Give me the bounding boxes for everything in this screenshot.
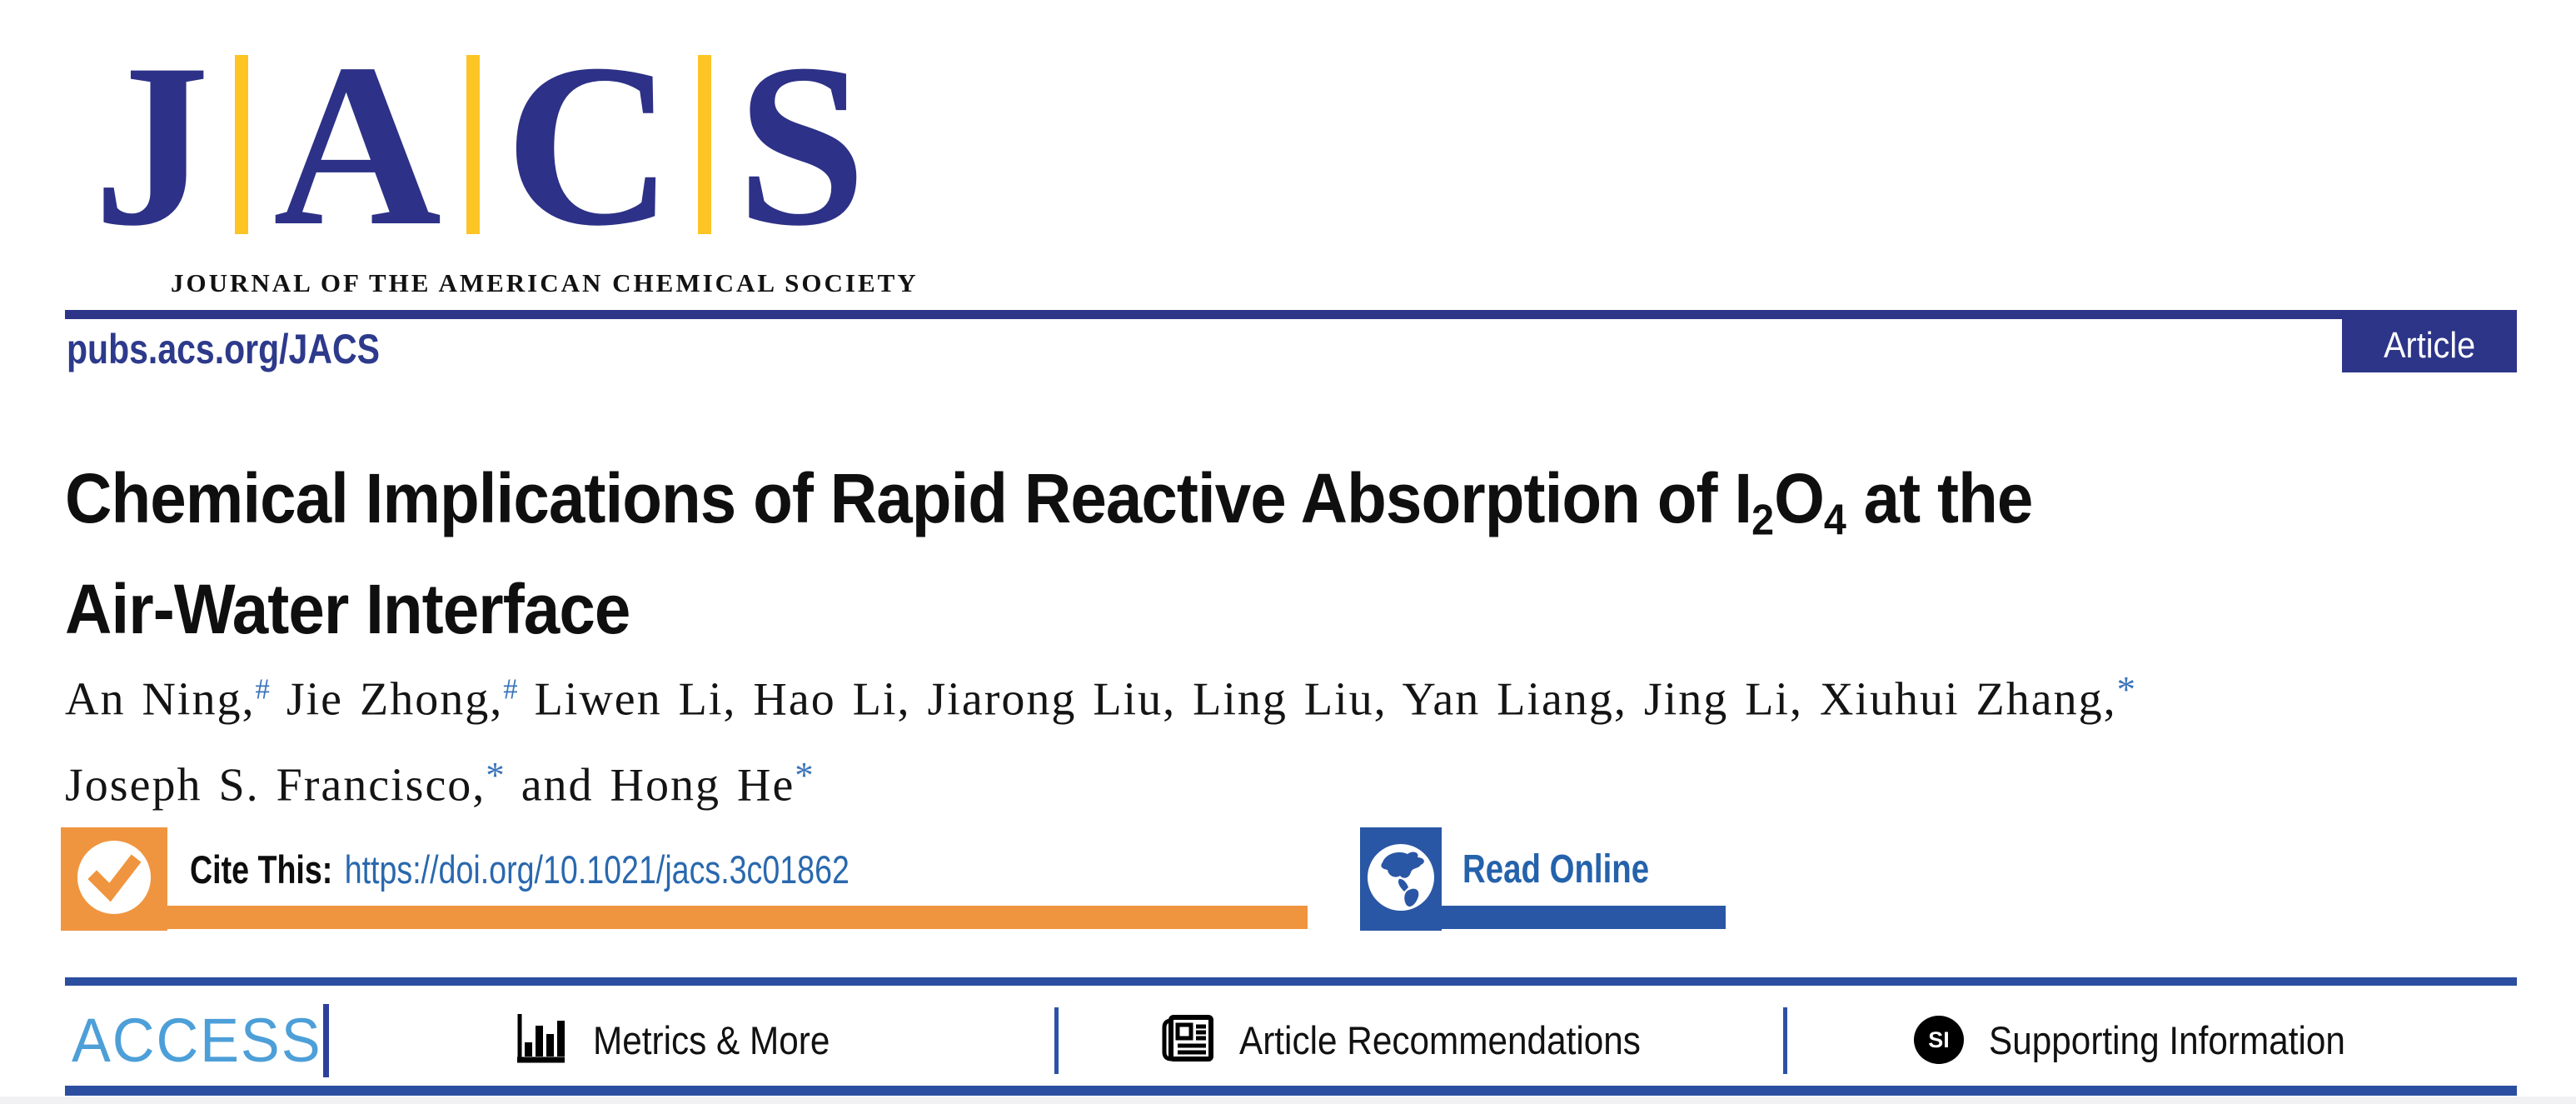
title-text: O — [1774, 459, 1824, 537]
title-text: Air-Water Interface — [65, 569, 630, 648]
corresponding-author-mark: * — [795, 753, 814, 796]
jacs-logo — [93, 15, 867, 274]
author-list — [65, 652, 2522, 822]
title-subscript: 4 — [1823, 496, 1846, 545]
footer-rule-bottom — [65, 1086, 2517, 1096]
title-text: at the — [1846, 459, 2033, 537]
read-online-underline-bar — [1442, 906, 1726, 929]
page-bottom-edge — [0, 1097, 2576, 1104]
footer-rule-top — [65, 977, 2517, 986]
article-title-line1 — [65, 454, 2032, 565]
doi-link[interactable]: https://doi.org/10.1021/jacs.3c01862 — [344, 847, 850, 892]
author-name: An Ning, — [65, 673, 256, 726]
title-text: Chemical Implications of Rapid Reactive Absorption of I — [65, 459, 1752, 537]
article-title — [65, 454, 2032, 653]
author-name: and Hong He — [504, 759, 795, 812]
cite-this-button[interactable] — [61, 827, 167, 931]
bar-chart-icon[interactable] — [513, 1011, 568, 1070]
author-name: Jie Zhong, — [269, 673, 504, 726]
logo-gold-bar — [466, 55, 480, 234]
article-recommendations-label[interactable]: Article Recommendations — [1239, 1017, 1641, 1062]
logo-letter-c: C — [505, 15, 674, 274]
logo-letter-s: S — [736, 15, 867, 274]
author-name: Liwen Li, Hao Li, Jiarong Liu, Ling Liu, Yan Liang, Jing Li, Xiuhui Zhang, — [517, 673, 2117, 726]
read-online-label[interactable]: Read Online — [1462, 847, 1650, 892]
header-rule — [65, 310, 2517, 319]
footer-divider — [1054, 1007, 1059, 1074]
cite-this-label: Cite This: — [190, 847, 333, 892]
logo-letter-a: A — [273, 15, 442, 274]
author-equal-contrib-mark: # — [503, 672, 518, 706]
si-icon[interactable]: SI — [1914, 1016, 1964, 1064]
corresponding-author-mark: * — [486, 753, 505, 796]
globe-icon[interactable] — [1366, 842, 1436, 917]
logo-gold-bar — [235, 55, 248, 234]
read-online-button[interactable] — [1360, 827, 1442, 931]
footer-divider — [1783, 1007, 1787, 1074]
corresponding-author-mark: * — [2116, 668, 2136, 710]
access-link[interactable]: ACCESS — [72, 1005, 322, 1075]
article-recommendations-link[interactable] — [1159, 1002, 1686, 1077]
cite-this-row — [190, 827, 850, 911]
author-equal-contrib-mark: # — [255, 672, 270, 706]
author-name: Joseph S. Francisco, — [65, 759, 486, 812]
journal-tagline: JOURNAL OF THE AMERICAN CHEMICAL SOCIETY — [171, 268, 919, 297]
metrics-and-more-link[interactable] — [513, 1002, 856, 1077]
article-type-badge-label: Article — [2383, 325, 2476, 366]
check-icon[interactable] — [76, 839, 152, 920]
supporting-information-link[interactable] — [1914, 1002, 2385, 1077]
article-title-line2 — [65, 565, 2032, 653]
cite-underline-bar — [167, 906, 1308, 929]
footer-divider — [323, 1004, 329, 1077]
supporting-information-label[interactable]: Supporting Information — [1989, 1017, 2345, 1062]
logo-letter-j: J — [93, 15, 210, 274]
logo-gold-bar — [698, 55, 711, 234]
metrics-and-more-label[interactable]: Metrics & More — [593, 1017, 830, 1062]
journal-site-url-link[interactable]: pubs.acs.org/JACS — [67, 326, 380, 372]
newspaper-icon[interactable] — [1159, 1011, 1214, 1070]
article-type-badge — [2342, 319, 2517, 372]
title-subscript: 2 — [1751, 496, 1775, 545]
